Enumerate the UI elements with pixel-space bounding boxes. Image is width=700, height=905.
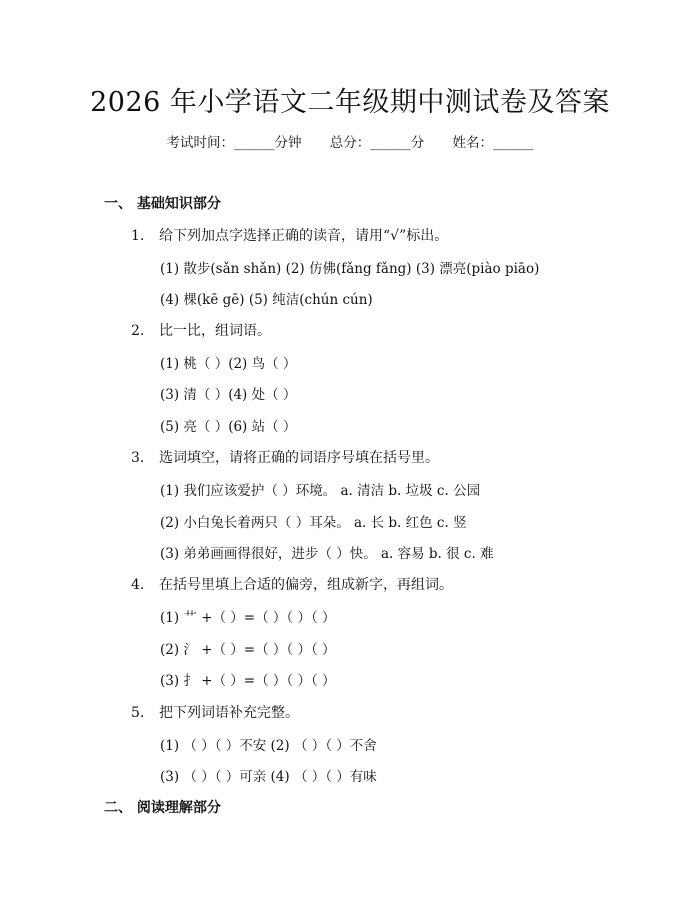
answer-line: (2) 氵 +（ ）=（ ）（ ）（ ） xyxy=(160,642,336,658)
answer-line: (4) 棵(kē gē) (5) 纯洁(chún cún) xyxy=(160,292,373,308)
question-number: 1. xyxy=(131,228,145,244)
question-text: 在括号里填上合适的偏旁，组成新字，再组词。 xyxy=(159,577,453,593)
question-text: 比一比，组词语。 xyxy=(159,323,271,339)
answer-line: (3) 清（ ）(4) 处（ ） xyxy=(160,387,297,403)
answer-line: (2) 小白兔长着两只（ ）耳朵。 a. 长 b. 红色 c. 竖 xyxy=(160,515,467,531)
answer-line: (1) 我们应该爱护（ ）环境。 a. 清洁 b. 垃圾 c. 公园 xyxy=(160,483,481,499)
answer-line: (3) （ ）（ ）可亲 (4) （ ）（ ）有味 xyxy=(160,769,377,785)
answer-line: (1) 艹 +（ ）=（ ）（ ）（ ） xyxy=(160,610,336,626)
page-title: 2026 年小学语文二年级期中测试卷及答案 xyxy=(90,87,610,118)
question-number: 5. xyxy=(131,705,145,721)
question-number: 2. xyxy=(131,323,145,339)
question-1 xyxy=(131,225,448,245)
answer-line: (5) 亮（ ）(6) 站（ ） xyxy=(160,419,297,435)
question-text: 把下列词语补充完整。 xyxy=(159,705,299,721)
answer-line: (3) 扌 +（ ）=（ ）（ ）（ ） xyxy=(160,673,336,689)
exam-meta xyxy=(0,131,700,151)
answer-line: (3) 弟弟画画得很好，进步（ ）快。 a. 容易 b. 很 c. 难 xyxy=(160,546,494,562)
exam-time-field: 考试时间：______分钟 xyxy=(166,135,302,151)
answer-line: (1) 散步(sǎn shǎn) (2) 仿佛(fǎng fǎng) (3) 漂亮(piào piāo) xyxy=(160,261,540,277)
total-score-field: 总分：______分 xyxy=(329,135,425,151)
answer-line: (1) （ ）（ ）不安 (2) （ ）（ ）不舍 xyxy=(160,738,377,754)
section-heading-reading: 二、 阅读理解部分 xyxy=(104,800,221,816)
question-5 xyxy=(131,702,299,722)
question-text: 给下列加点字选择正确的读音，请用“√”标出。 xyxy=(159,228,449,244)
section-heading-basic: 一、 基础知识部分 xyxy=(104,196,221,212)
question-3 xyxy=(131,447,439,467)
question-2 xyxy=(131,320,271,340)
question-number: 4. xyxy=(131,577,145,593)
question-4 xyxy=(131,574,453,594)
answer-line: (1) 桃（ ）(2) 鸟（ ） xyxy=(160,356,297,372)
student-name-field: 姓名：______ xyxy=(452,135,534,151)
question-number: 3. xyxy=(131,450,145,466)
question-text: 选词填空，请将正确的词语序号填在括号里。 xyxy=(159,450,439,466)
